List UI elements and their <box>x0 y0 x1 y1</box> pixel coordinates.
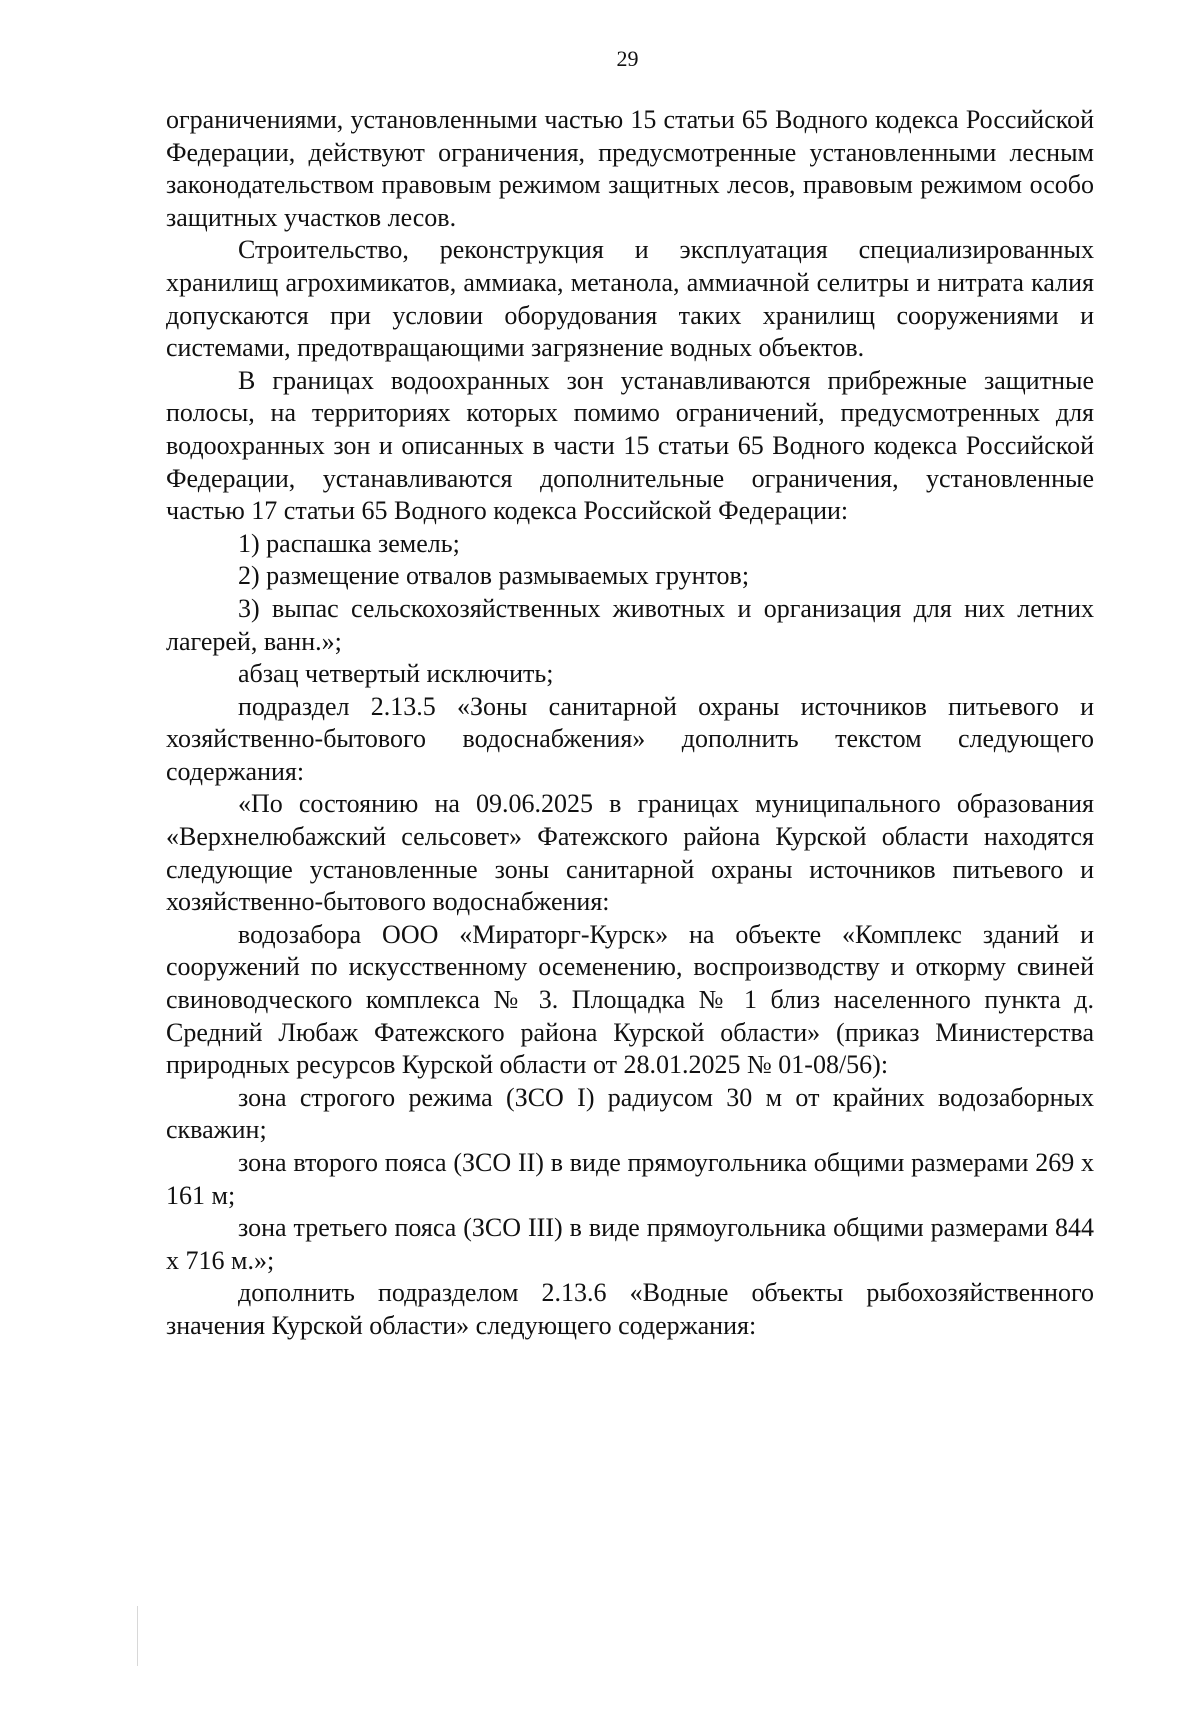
list-item-1: 1) распашка земель; <box>238 528 460 558</box>
paragraph-storage-facilities: Строительство, реконструкция и эксплуатация специализированных хранилищ агрохимикатов, аммиака, метанола, аммиачной селитры и нитрата калия допускаются при условии оборудования таких хранилищ сооружениями и системами, предотвращающими загрязнение водных объектов. <box>166 235 1094 363</box>
paragraph-protective-strips: В границах водоохранных зон устанавливаются прибрежные защитные полосы, на территориях которых помимо ограничений, предусмотренных для водоохранных зон и описанных в части 15 статьи 65 Водного кодекса Российской Федерации, устанавливаются дополнительные ограничения, установленные частью 17 статьи 65 Водного кодекса Российской Федерации: <box>166 365 1094 526</box>
paragraph-water-intake: водозабора ООО «Мираторг-Курск» на объекте «Комплекс зданий и сооружений по искусственному осеменению, воспроизводству и откорму свиней свиноводческого комплекса № 3. Площадка № 1 близ населенного пункта д. Средний Любаж Фатежского района Курской области» (приказ Министерства природных ресурсов Курской области от 28.01.2025 № 01-08/56): <box>166 919 1094 1080</box>
list-item-2: 2) размещение отвалов размываемых грунтов; <box>238 561 750 591</box>
list-item-3: 3) выпас сельскохозяйственных животных и организация для них летних лагерей, ванн.»; <box>166 593 1094 656</box>
page-number: 29 <box>616 46 639 71</box>
zone-second-belt: зона второго пояса (ЗСО II) в виде прямоугольника общими размерами 269 х 161 м; <box>166 1148 1094 1210</box>
paragraph-sanitary-zones-status: «По состоянию на 09.06.2025 в границах муниципального образования «Верхнелюбажский сельсовет» Фатежского района Курской области находятся следующие установленные зоны санитарной охраны источников питьевого и хозяйственно-бытового водоснабжения: <box>166 789 1094 917</box>
document-body <box>166 104 1094 1343</box>
zone-strict-regime: зона строгого режима (ЗСО I) радиусом 30 м от крайних водозаборных скважин; <box>166 1082 1094 1145</box>
paragraph-subsection-2-13-6: дополнить подразделом 2.13.6 «Водные объекты рыбохозяйственного значения Курской области» следующего содержания: <box>166 1278 1094 1340</box>
paragraph-subsection-2-13-5: подраздел 2.13.5 «Зоны санитарной охраны источников питьевого и хозяйственно-бытового водоснабжения» дополнить текстом следующего содержания: <box>166 691 1094 786</box>
paragraph-delete-fourth: абзац четвертый исключить; <box>238 659 554 689</box>
scan-artifact-line <box>137 1606 138 1666</box>
paragraph-continuation: ограничениями, установленными частью 15 статьи 65 Водного кодекса Российской Федерации, действуют ограничения, предусмотренные установленными лесным законодательством правовым режимом защитных лесов, правовым режимом особо защитных участков лесов. <box>166 105 1094 232</box>
zone-third-belt: зона третьего пояса (ЗСО III) в виде прямоугольника общими размерами 844 х 716 м.»; <box>166 1213 1094 1275</box>
